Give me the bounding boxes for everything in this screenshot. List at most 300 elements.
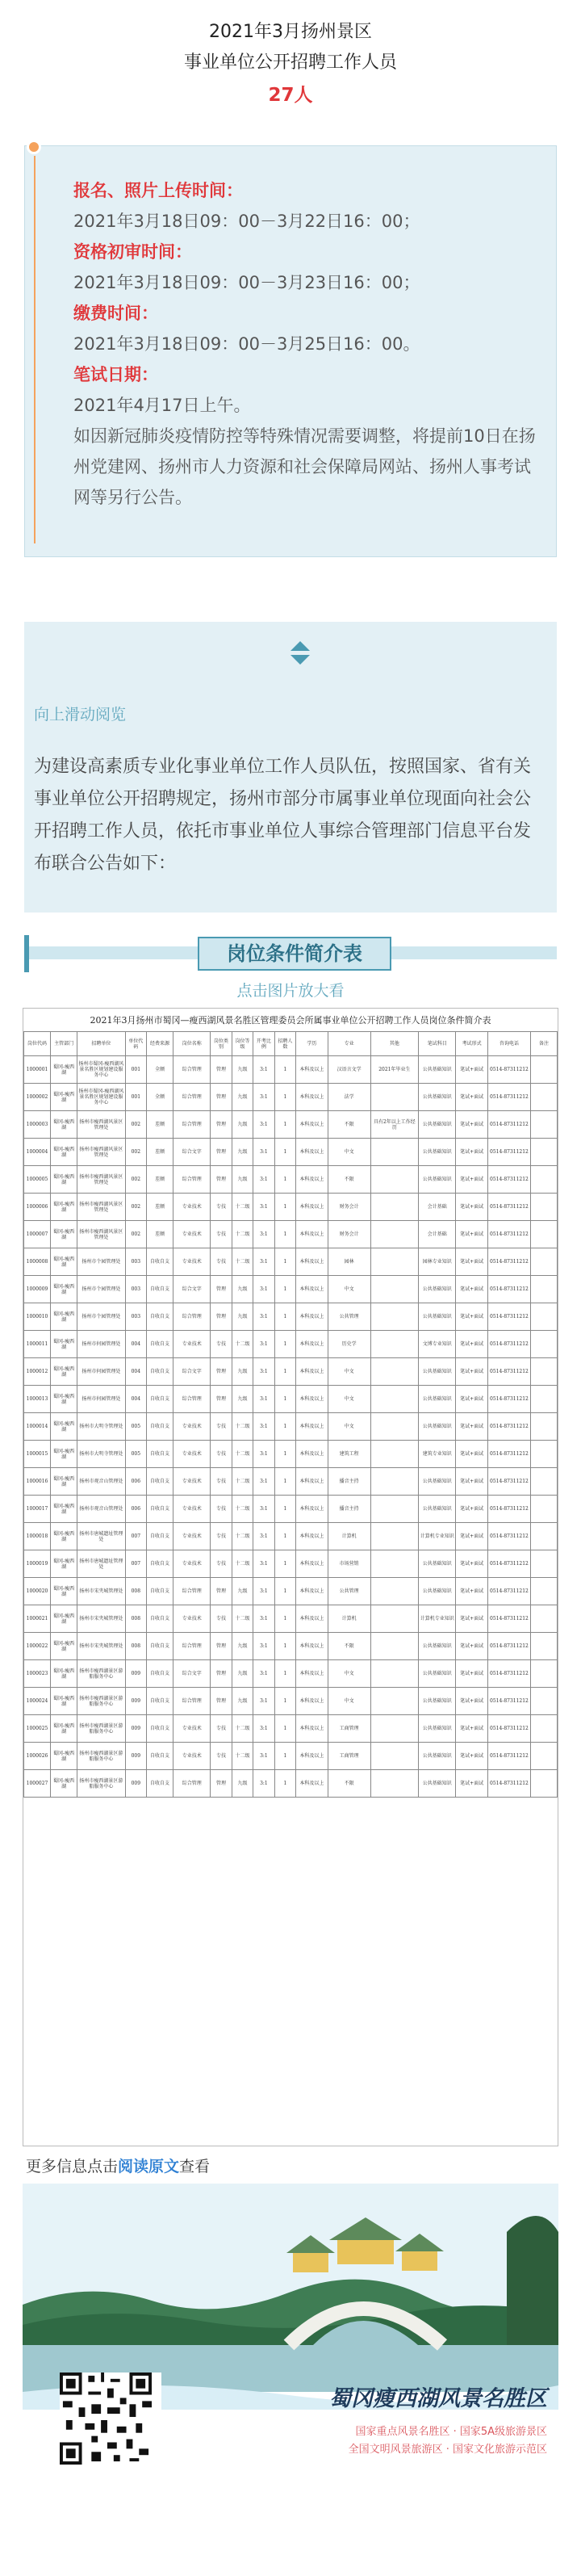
table-cell: 扬州市唐城遗址管理处: [77, 1523, 125, 1550]
table-cell: 本科及以上: [296, 1139, 328, 1166]
table-cell: 扬州市瘦西湖风景区管理处: [77, 1166, 125, 1194]
table-cell: 3:1: [253, 1084, 274, 1111]
table-cell: 1: [274, 1550, 295, 1578]
table-cell: 蜀冈-瘦西湖: [51, 1056, 77, 1084]
scroll-arrows-icon: [290, 641, 310, 665]
table-cell: 自收自支: [147, 1303, 173, 1331]
table-row: [24, 1303, 558, 1331]
table-cell: 1000024: [24, 1688, 51, 1715]
header: [0, 0, 581, 111]
table-cell: 专技: [211, 1550, 232, 1578]
table-cell: 十二级: [232, 1331, 253, 1358]
table-cell: 自收自支: [147, 1550, 173, 1578]
table-cell: 管理: [211, 1303, 232, 1331]
table-cell: 3:1: [253, 1248, 274, 1276]
table-header-row: [24, 1032, 558, 1056]
table-row: [24, 1523, 558, 1550]
table-cell: 蜀冈-瘦西湖: [51, 1605, 77, 1633]
table-cell: 0514-87311212: [488, 1331, 531, 1358]
table-cell: 001: [125, 1056, 146, 1084]
table-cell: 3:1: [253, 1688, 274, 1715]
table-cell: 工商管理: [328, 1715, 370, 1743]
table-header-cell: 主管部门: [51, 1032, 77, 1056]
table-cell: 1000017: [24, 1496, 51, 1523]
table-cell: 1: [274, 1084, 295, 1111]
table-cell: 本科及以上: [296, 1441, 328, 1468]
table-cell: 本科及以上: [296, 1386, 328, 1413]
table-cell: [530, 1303, 557, 1331]
timeline-value: 2021年3月18日09：00－3月25日16：00。: [73, 334, 420, 354]
table-cell: 综合文字: [173, 1276, 211, 1303]
table-cell: 3:1: [253, 1386, 274, 1413]
table-cell: 扬州市瘦西湖景区游船服务中心: [77, 1688, 125, 1715]
table-cell: 本科及以上: [296, 1550, 328, 1578]
table-cell: 十二级: [232, 1221, 253, 1248]
table-cell: 九级: [232, 1386, 253, 1413]
table-cell: 003: [125, 1276, 146, 1303]
table-cell: 蜀冈-瘦西湖: [51, 1715, 77, 1743]
table-cell: 扬州市瘦西湖景区游船服务中心: [77, 1660, 125, 1688]
table-header-cell: 学历: [296, 1032, 328, 1056]
table-cell: 公共基础知识: [419, 1166, 456, 1194]
table-cell: 计算机专业知识: [419, 1605, 456, 1633]
table-cell: 历史学: [328, 1331, 370, 1358]
table-cell: 十二级: [232, 1413, 253, 1441]
table-cell: 蜀冈-瘦西湖: [51, 1386, 77, 1413]
table-cell: 蜀冈-瘦西湖: [51, 1743, 77, 1770]
table-cell: 专技: [211, 1496, 232, 1523]
table-cell: 1: [274, 1276, 295, 1303]
table-cell: 本科及以上: [296, 1221, 328, 1248]
section-title: 岗位条件简介表: [198, 937, 391, 971]
table-cell: 笔试+面试: [456, 1578, 488, 1605]
table-cell: 1: [274, 1248, 295, 1276]
table-cell: [370, 1331, 418, 1358]
table-cell: 0514-87311212: [488, 1194, 531, 1221]
table-cell: 蜀冈-瘦西湖: [51, 1139, 77, 1166]
table-row: [24, 1056, 558, 1084]
table-cell: [530, 1056, 557, 1084]
table-cell: [530, 1743, 557, 1770]
table-cell: 专业技术: [173, 1441, 211, 1468]
table-cell: 003: [125, 1303, 146, 1331]
table-cell: 笔试+面试: [456, 1358, 488, 1386]
table-cell: 扬州市瘦西湖景区游船服务中心: [77, 1715, 125, 1743]
table-cell: 0514-87311212: [488, 1496, 531, 1523]
table-cell: [370, 1743, 418, 1770]
table-cell: 九级: [232, 1688, 253, 1715]
table-row: [24, 1331, 558, 1358]
table-cell: [530, 1221, 557, 1248]
table-cell: 1000025: [24, 1715, 51, 1743]
table-cell: 1000011: [24, 1331, 51, 1358]
table-cell: 蜀冈-瘦西湖: [51, 1248, 77, 1276]
table-cell: 专技: [211, 1331, 232, 1358]
table-cell: 自收自支: [147, 1413, 173, 1441]
table-row: [24, 1276, 558, 1303]
table-cell: 十二级: [232, 1605, 253, 1633]
table-cell: 扬州市个园管理处: [77, 1303, 125, 1331]
table-cell: 自收自支: [147, 1770, 173, 1798]
table-cell: 本科及以上: [296, 1248, 328, 1276]
table-cell: 3:1: [253, 1441, 274, 1468]
table-row: [24, 1111, 558, 1139]
table-cell: 扬州市个园管理处: [77, 1248, 125, 1276]
table-cell: [530, 1111, 557, 1139]
table-cell: 1000014: [24, 1413, 51, 1441]
table-cell: 自收自支: [147, 1441, 173, 1468]
table-cell: 1: [274, 1358, 295, 1386]
table-cell: 自收自支: [147, 1496, 173, 1523]
table-cell: 蜀冈-瘦西湖: [51, 1523, 77, 1550]
table-row: [24, 1660, 558, 1688]
table-cell: 蜀冈-瘦西湖: [51, 1770, 77, 1798]
table-cell: 0514-87311212: [488, 1523, 531, 1550]
table-cell: 扬州市瘦西湖风景区管理处: [77, 1139, 125, 1166]
table-cell: 专技: [211, 1468, 232, 1496]
table-header-cell: 专业: [328, 1032, 370, 1056]
table-cell: 3:1: [253, 1468, 274, 1496]
table-cell: 管理: [211, 1084, 232, 1111]
table-cell: 文博专业知识: [419, 1331, 456, 1358]
table-cell: 1: [274, 1496, 295, 1523]
timeline-value: 2021年3月18日09：00－3月23日16：00；: [73, 273, 420, 292]
table-cell: 1: [274, 1303, 295, 1331]
timeline-line: [34, 156, 36, 543]
table-cell: 007: [125, 1523, 146, 1550]
table-row: [24, 1743, 558, 1770]
table-cell: 九级: [232, 1139, 253, 1166]
table-cell: 1: [274, 1605, 295, 1633]
table-cell: 3:1: [253, 1221, 274, 1248]
table-cell: 3:1: [253, 1660, 274, 1688]
table-cell: [370, 1194, 418, 1221]
table-header-cell: 单位代码: [125, 1032, 146, 1056]
table-cell: [370, 1386, 418, 1413]
table-cell: 1000010: [24, 1303, 51, 1331]
table-cell: 笔试+面试: [456, 1276, 488, 1303]
table-row: [24, 1358, 558, 1386]
table-cell: 009: [125, 1770, 146, 1798]
table-cell: 蜀冈-瘦西湖: [51, 1166, 77, 1194]
read-original-link[interactable]: 阅读原文: [118, 2158, 180, 2175]
table-cell: 扬州市观音山管理处: [77, 1496, 125, 1523]
table-cell: 专业技术: [173, 1248, 211, 1276]
table-cell: 006: [125, 1468, 146, 1496]
table-cell: 0514-87311212: [488, 1413, 531, 1441]
scroll-body: 为建设高素质专业化事业单位工作人员队伍，按照国家、省有关事业单位公开招聘规定，扬州市部分市属事业单位现面向社会公开招聘工作人员，依托市事业单位人事综合管理部门信息平台发布联合公告如下：: [34, 757, 532, 874]
table-cell: 蜀冈-瘦西湖: [51, 1221, 77, 1248]
table-cell: [370, 1633, 418, 1660]
table-cell: 笔试+面试: [456, 1550, 488, 1578]
table-cell: 公共基础知识: [419, 1550, 456, 1578]
table-cell: 中文: [328, 1276, 370, 1303]
table-cell: 笔试+面试: [456, 1056, 488, 1084]
table-cell: 1000008: [24, 1248, 51, 1276]
table-cell: 财务会计: [328, 1194, 370, 1221]
table-cell: 十二级: [232, 1523, 253, 1550]
table-cell: [370, 1550, 418, 1578]
table-row: [24, 1386, 558, 1413]
table-cell: 蜀冈-瘦西湖: [51, 1578, 77, 1605]
table-header-cell: 开考比例: [253, 1032, 274, 1056]
table-cell: 1000004: [24, 1139, 51, 1166]
table-cell: 002: [125, 1139, 146, 1166]
table-cell: [530, 1331, 557, 1358]
enlarge-hint: 点击图片放大看: [236, 982, 345, 1000]
table-row: [24, 1248, 558, 1276]
timeline-content: [73, 175, 541, 513]
table-cell: 1: [274, 1688, 295, 1715]
table-cell: 综合管理: [173, 1166, 211, 1194]
table-cell: 1: [274, 1111, 295, 1139]
table-cell: 0514-87311212: [488, 1578, 531, 1605]
table-cell: 管理: [211, 1578, 232, 1605]
table-cell: 九级: [232, 1111, 253, 1139]
table-cell: 综合管理: [173, 1084, 211, 1111]
table-cell: 自收自支: [147, 1688, 173, 1715]
scroll-hint: 向上滑动阅览: [34, 706, 127, 724]
table-cell: 专技: [211, 1605, 232, 1633]
table-cell: 1000021: [24, 1605, 51, 1633]
table-cell: 差额: [147, 1139, 173, 1166]
table-cell: 笔试+面试: [456, 1633, 488, 1660]
table-cell: 笔试+面试: [456, 1111, 488, 1139]
table-cell: 公共管理: [328, 1303, 370, 1331]
table-header-cell: 岗位等级: [232, 1032, 253, 1056]
table-cell: 公共基础知识: [419, 1468, 456, 1496]
timeline-box: [24, 145, 557, 557]
table-cell: 1000026: [24, 1743, 51, 1770]
table-cell: 0514-87311212: [488, 1688, 531, 1715]
table-cell: [370, 1770, 418, 1798]
table-cell: [370, 1084, 418, 1111]
table-row: [24, 1578, 558, 1605]
table-cell: 中文: [328, 1358, 370, 1386]
table-cell: 笔试+面试: [456, 1688, 488, 1715]
table-cell: 公共管理: [328, 1578, 370, 1605]
table-cell: 蜀冈-瘦西湖: [51, 1194, 77, 1221]
table-cell: 0514-87311212: [488, 1276, 531, 1303]
table-cell: 自收自支: [147, 1715, 173, 1743]
table-cell: [530, 1194, 557, 1221]
table-cell: 扬州市观音山管理处: [77, 1468, 125, 1496]
table-cell: 扬州市唐城遗址管理处: [77, 1550, 125, 1578]
table-cell: 蜀冈-瘦西湖: [51, 1111, 77, 1139]
timeline-label: 缴费时间：: [73, 304, 158, 323]
table-row: [24, 1221, 558, 1248]
table-cell: 自收自支: [147, 1578, 173, 1605]
table-cell: 公共基础知识: [419, 1496, 456, 1523]
table-cell: 1: [274, 1194, 295, 1221]
table-cell: 笔试+面试: [456, 1413, 488, 1441]
table-cell: 蜀冈-瘦西湖: [51, 1413, 77, 1441]
table-cell: 1000005: [24, 1166, 51, 1194]
table-cell: [370, 1688, 418, 1715]
table-cell: [370, 1276, 418, 1303]
table-cell: 本科及以上: [296, 1660, 328, 1688]
table-cell: 1: [274, 1331, 295, 1358]
timeline-label: 笔试日期：: [73, 365, 158, 384]
table-cell: 九级: [232, 1660, 253, 1688]
table-cell: 0514-87311212: [488, 1633, 531, 1660]
table-cell: 1: [274, 1413, 295, 1441]
table-cell: 扬州市瘦西湖风景区管理处: [77, 1221, 125, 1248]
table-cell: 综合文字: [173, 1660, 211, 1688]
table-body: [24, 1056, 558, 1798]
table-cell: 十二级: [232, 1715, 253, 1743]
scroll-box[interactable]: [24, 622, 557, 913]
table-cell: 九级: [232, 1578, 253, 1605]
table-row: [24, 1084, 558, 1111]
table-row: [24, 1633, 558, 1660]
table-cell: 0514-87311212: [488, 1056, 531, 1084]
table-cell: [370, 1166, 418, 1194]
table-cell: 蜀冈-瘦西湖: [51, 1688, 77, 1715]
table-header-cell: 招聘单位: [77, 1032, 125, 1056]
table-cell: [530, 1688, 557, 1715]
table-cell: 专技: [211, 1221, 232, 1248]
table-cell: [530, 1248, 557, 1276]
table-cell: 蜀冈-瘦西湖: [51, 1331, 77, 1358]
table-cell: 公共基础知识: [419, 1084, 456, 1111]
table-cell: 0514-87311212: [488, 1386, 531, 1413]
table-cell: 1000018: [24, 1523, 51, 1550]
table-cell: 1000009: [24, 1276, 51, 1303]
qr-code[interactable]: [60, 2373, 161, 2474]
table-cell: 3:1: [253, 1743, 274, 1770]
table-cell: 005: [125, 1413, 146, 1441]
table-header-cell: 岗位代码: [24, 1032, 51, 1056]
table-row: [24, 1496, 558, 1523]
table-cell: 计算机专业知识: [419, 1523, 456, 1550]
table-cell: 1: [274, 1633, 295, 1660]
table-row: [24, 1441, 558, 1468]
table-cell: 不限: [328, 1166, 370, 1194]
table-header-cell: 岗位类别: [211, 1032, 232, 1056]
table-cell: 自收自支: [147, 1605, 173, 1633]
table-cell: 笔试+面试: [456, 1194, 488, 1221]
table-row: [24, 1194, 558, 1221]
table-cell: 十二级: [232, 1468, 253, 1496]
table-cell: [530, 1413, 557, 1441]
table-cell: 自收自支: [147, 1358, 173, 1386]
table-cell: 公共基础知识: [419, 1770, 456, 1798]
table-cell: 综合管理: [173, 1386, 211, 1413]
table-cell: 扬州市宋夹城管理处: [77, 1633, 125, 1660]
table-cell: 公共基础知识: [419, 1688, 456, 1715]
table-cell: 播音主持: [328, 1468, 370, 1496]
table-cell: 0514-87311212: [488, 1770, 531, 1798]
table-cell: 1: [274, 1578, 295, 1605]
table-cell: 专业技术: [173, 1194, 211, 1221]
table-header-cell: 笔试科目: [419, 1032, 456, 1056]
table-cell: 公共基础知识: [419, 1139, 456, 1166]
table-cell: 笔试+面试: [456, 1605, 488, 1633]
table-row: [24, 1550, 558, 1578]
table-cell: [530, 1605, 557, 1633]
table-cell: 专业技术: [173, 1550, 211, 1578]
position-table-image[interactable]: [23, 1008, 558, 2146]
table-cell: 会计基础: [419, 1221, 456, 1248]
table-cell: 1000015: [24, 1441, 51, 1468]
table-cell: 公共基础知识: [419, 1578, 456, 1605]
table-cell: [530, 1139, 557, 1166]
table-cell: 0514-87311212: [488, 1166, 531, 1194]
table-cell: [370, 1248, 418, 1276]
table-cell: 1000001: [24, 1056, 51, 1084]
table-cell: 0514-87311212: [488, 1111, 531, 1139]
table-cell: 九级: [232, 1358, 253, 1386]
table-cell: 管理: [211, 1688, 232, 1715]
table-cell: 九级: [232, 1276, 253, 1303]
more-info: [26, 2154, 210, 2176]
table-cell: 笔试+面试: [456, 1496, 488, 1523]
table-cell: 003: [125, 1248, 146, 1276]
table-cell: 管理: [211, 1386, 232, 1413]
scenic-subtitle-1: 国家重点风景名胜区 · 国家5A级旅游景区: [355, 2426, 547, 2438]
table-cell: 扬州市何园管理处: [77, 1331, 125, 1358]
table-cell: 公共基础知识: [419, 1413, 456, 1441]
table-cell: 3:1: [253, 1496, 274, 1523]
table-cell: 笔试+面试: [456, 1441, 488, 1468]
table-cell: 3:1: [253, 1111, 274, 1139]
table-cell: 扬州市瘦西湖风景区管理处: [77, 1111, 125, 1139]
table-cell: 自收自支: [147, 1633, 173, 1660]
table-cell: 专技: [211, 1248, 232, 1276]
table-cell: 专业技术: [173, 1468, 211, 1496]
table-cell: [530, 1084, 557, 1111]
table-cell: 自收自支: [147, 1660, 173, 1688]
table-cell: 播音主持: [328, 1496, 370, 1523]
table-cell: 综合管理: [173, 1578, 211, 1605]
table-cell: 计算机: [328, 1523, 370, 1550]
table-cell: 0514-87311212: [488, 1303, 531, 1331]
table-cell: [530, 1358, 557, 1386]
table-header-cell: 其他: [370, 1032, 418, 1056]
table-cell: 1: [274, 1660, 295, 1688]
table-cell: [530, 1276, 557, 1303]
table-cell: 笔试+面试: [456, 1166, 488, 1194]
table-cell: 扬州市瘦西湖景区游船服务中心: [77, 1770, 125, 1798]
table-cell: 3:1: [253, 1523, 274, 1550]
table-cell: 专技: [211, 1743, 232, 1770]
table-cell: 管理: [211, 1111, 232, 1139]
table-cell: 1: [274, 1715, 295, 1743]
position-table: [23, 1031, 558, 1798]
timeline-value: 2021年4月17日上午。: [73, 396, 251, 415]
table-cell: 3:1: [253, 1194, 274, 1221]
table-cell: 本科及以上: [296, 1166, 328, 1194]
table-cell: 园林专业知识: [419, 1248, 456, 1276]
table-cell: 1000002: [24, 1084, 51, 1111]
table-cell: 工商管理: [328, 1743, 370, 1770]
table-cell: 扬州市蜀冈-瘦西湖风景名胜区规划建设服务中心: [77, 1084, 125, 1111]
table-cell: 扬州市何园管理处: [77, 1358, 125, 1386]
header-line2: 事业单位公开招聘工作人员: [183, 52, 397, 73]
table-cell: [370, 1605, 418, 1633]
table-row: [24, 1770, 558, 1798]
table-cell: 0514-87311212: [488, 1468, 531, 1496]
table-cell: 笔试+面试: [456, 1331, 488, 1358]
table-cell: 公共基础知识: [419, 1715, 456, 1743]
table-cell: 专技: [211, 1413, 232, 1441]
table-cell: [530, 1578, 557, 1605]
table-cell: 综合管理: [173, 1770, 211, 1798]
table-header-cell: 岗位名称: [173, 1032, 211, 1056]
table-cell: 3:1: [253, 1166, 274, 1194]
table-cell: 公共基础知识: [419, 1633, 456, 1660]
